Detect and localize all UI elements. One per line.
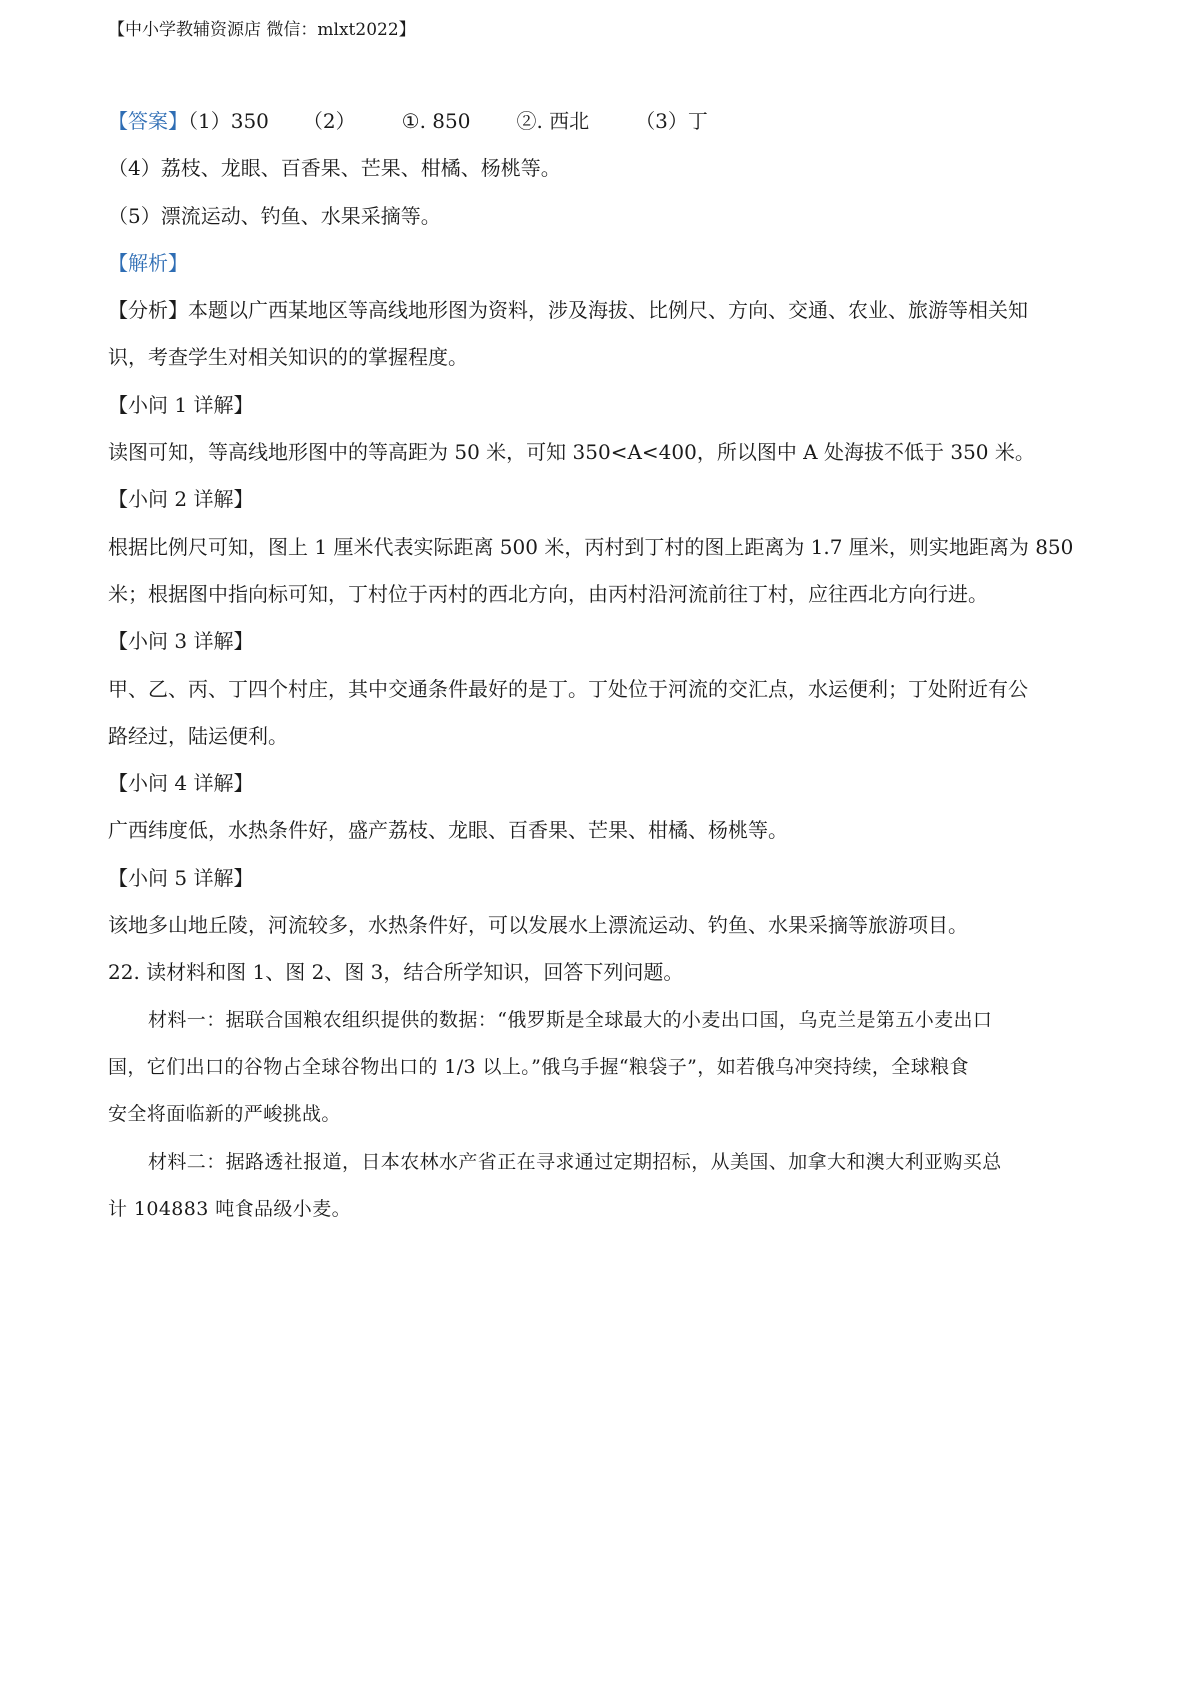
detail-5-text: 该地多山地丘陵，河流较多，水热条件好，可以发展水上漂流运动、钓鱼、水果采摘等旅游项目。	[108, 913, 968, 938]
answer-q4: （4）荔枝、龙眼、百香果、芒果、柑橘、杨桃等。	[108, 156, 561, 181]
detail-2-title: 【小问 2 详解】	[108, 487, 254, 512]
detail-3-title: 【小问 3 详解】	[108, 629, 254, 654]
answer-line	[108, 98, 1104, 145]
answer-label: 【答案】	[108, 109, 188, 133]
analysis-label: 【解析】	[108, 250, 188, 275]
detail-3-text-line1: 甲、乙、丙、丁四个村庄，其中交通条件最好的是丁。丁处位于河流的交汇点，水运便利；丁处附近有公	[108, 676, 1028, 701]
question-22-stem: 22. 读材料和图 1、图 2、图 3，结合所学知识，回答下列问题。	[108, 960, 684, 985]
analysis-intro-line2: 识，考查学生对相关知识的的掌握程度。	[108, 345, 468, 370]
material-1	[108, 997, 1104, 1139]
answer-q2: （2）	[302, 109, 356, 133]
material-1-line1	[108, 997, 1104, 1044]
material-1-line3: 安全将面临新的严峻挑战。	[108, 1103, 341, 1126]
answer-q2a: ①. 850	[401, 109, 471, 133]
material-2	[108, 1139, 1104, 1234]
document-body	[108, 98, 1104, 1233]
detail-3-text-line2: 路经过，陆运便利。	[108, 723, 288, 748]
material-2-line1-text: 材料二：据路透社报道，日本农林水产省正在寻求通过定期招标，从美国、加拿大和澳大利亚购买总	[148, 1150, 1002, 1173]
detail-4-text: 广西纬度低，水热条件好，盛产荔枝、龙眼、百香果、芒果、柑橘、杨桃等。	[108, 818, 788, 843]
detail-1-title: 【小问 1 详解】	[108, 392, 254, 417]
answer-q2b: ②. 西北	[516, 109, 590, 133]
answer-q1: （1）350	[188, 109, 269, 133]
detail-1-text: 读图可知，等高线地形图中的等高距为 50 米，可知 350<A<400，所以图中 A 处海拔不低于 350 米。	[108, 440, 1035, 465]
material-1-line2: 国，它们出口的谷物占全球谷物出口的 1/3 以上。”俄乌手握“粮袋子”，如若俄乌冲突持续，全球粮食	[108, 1055, 969, 1078]
detail-5-title: 【小问 5 详解】	[108, 865, 254, 890]
material-2-line2: 计 104883 吨食品级小麦。	[108, 1197, 352, 1220]
answer-q5: （5）漂流运动、钓鱼、水果采摘等。	[108, 203, 441, 228]
material-1-line1-text: 材料一：据联合国粮农组织提供的数据：“俄罗斯是全球最大的小麦出口国，乌克兰是第五小麦出口	[148, 1008, 993, 1031]
material-2-line1	[108, 1139, 1104, 1186]
detail-2-text-line2: 米；根据图中指向标可知，丁村位于丙村的西北方向，由丙村沿河流前往丁村，应往西北方向行进。	[108, 581, 988, 606]
answer-q3: （3）丁	[635, 109, 708, 133]
header-note: 【中小学教辅资源店 微信：mlxt2022】	[108, 20, 416, 40]
detail-4-title: 【小问 4 详解】	[108, 771, 254, 796]
detail-2-text-line1: 根据比例尺可知，图上 1 厘米代表实际距离 500 米，丙村到丁村的图上距离为 1.7 厘米，则实地距离为 850	[108, 534, 1074, 559]
analysis-intro-line1: 【分析】本题以广西某地区等高线地形图为资料，涉及海拔、比例尺、方向、交通、农业、旅游等相关知	[108, 298, 1028, 323]
